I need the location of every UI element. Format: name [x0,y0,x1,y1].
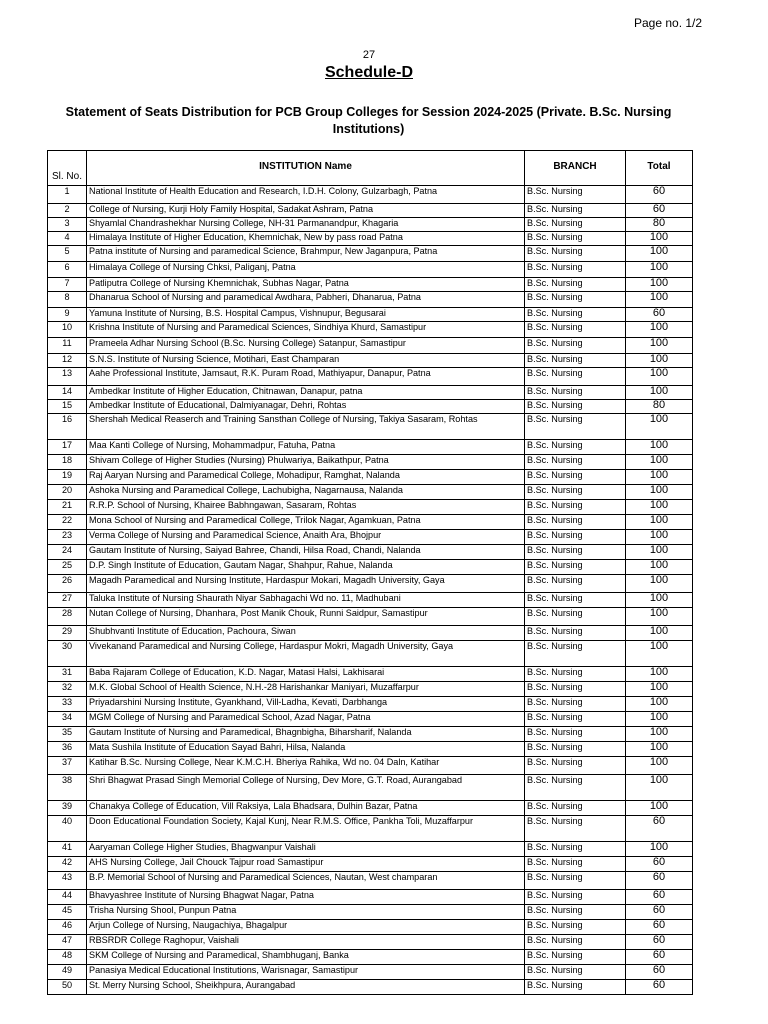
institution-header: INSTITUTION Name [87,151,525,186]
branch-cell: B.Sc. Nursing [525,593,626,608]
branch-cell: B.Sc. Nursing [525,386,626,400]
institution-cell: Nutan College of Nursing, Dhanhara, Post Manik Chouk, Runni Saidpur, Samastipur [87,608,525,626]
total-cell: 100 [626,354,693,368]
table-row [48,338,693,354]
branch-cell: B.Sc. Nursing [525,667,626,682]
branch-cell: B.Sc. Nursing [525,470,626,485]
institution-cell: Krishna Institute of Nursing and Paramedical Sciences, Sindhiya Khurd, Samastipur [87,322,525,338]
institution-cell: Doon Educational Foundation Society, Kajal Kunj, Near R.M.S. Office, Pankha Toli, Muzaffarpur [87,816,525,842]
table-row [48,905,693,920]
table-row [48,485,693,500]
table-row [48,515,693,530]
branch-cell: B.Sc. Nursing [525,641,626,667]
total-cell: 60 [626,872,693,890]
sl-no-cell: 48 [48,950,87,965]
total-cell: 100 [626,626,693,641]
sl-no-cell: 49 [48,965,87,980]
table-row [48,322,693,338]
institution-cell: Katihar B.Sc. Nursing College, Near K.M.C.H. Bheriya Rahika, Wd no. 04 Daln, Katihar [87,757,525,775]
total-cell: 100 [626,515,693,530]
institution-cell: Gautam Institute of Nursing and Paramedical, Bhagnbigha, Biharsharif, Nalanda [87,727,525,742]
institution-cell: Aahe Professional Institute, Jamsaut, R.K. Puram Road, Mathiyapur, Danapur, Patna [87,368,525,386]
institution-cell: Chanakya College of Education, Vill Raksiya, Lala Bhadsara, Dulhin Bazar, Patna [87,801,525,816]
sl-no-cell: 28 [48,608,87,626]
total-cell: 100 [626,560,693,575]
total-cell: 100 [626,727,693,742]
institution-cell: Dhanarua School of Nursing and paramedical Awdhara, Pabheri, Dhanarua, Patna [87,292,525,308]
sl-no-cell: 10 [48,322,87,338]
table-row [48,608,693,626]
institution-cell: SKM College of Nursing and Paramedical, Shambhuganj, Banka [87,950,525,965]
institution-cell: M.K. Global School of Health Science, N.H.-28 Harishankar Maniyari, Muzaffarpur [87,682,525,697]
sl-no-cell: 41 [48,842,87,857]
institution-cell: Raj Aaryan Nursing and Paramedical College, Mohadipur, Ramghat, Nalanda [87,470,525,485]
table-row [48,626,693,641]
branch-cell: B.Sc. Nursing [525,775,626,801]
total-cell: 60 [626,950,693,965]
table-row [48,455,693,470]
table-row [48,950,693,965]
table-row [48,667,693,682]
sl-no-cell: 44 [48,890,87,905]
institution-cell: AHS Nursing College, Jail Chouck Tajpur road Samastipur [87,857,525,872]
institution-cell: Yamuna Institute of Nursing, B.S. Hospital Campus, Vishnupur, Begusarai [87,308,525,322]
table-row [48,727,693,742]
sl-no-cell: 1 [48,186,87,204]
institution-cell: Trisha Nursing Shool, Punpun Patna [87,905,525,920]
statement-heading: Statement of Seats Distribution for PCB Group Colleges for Session 2024-2025 (Private. B.Sc. Nursing Institutions) [65,105,672,136]
total-cell: 100 [626,842,693,857]
institution-cell: Priyadarshini Nursing Institute, Gyankhand, Vill-Ladha, Kevati, Darbhanga [87,697,525,712]
sl-no-cell: 30 [48,641,87,667]
branch-cell: B.Sc. Nursing [525,727,626,742]
sl-no-cell: 11 [48,338,87,354]
table-row [48,682,693,697]
branch-cell: B.Sc. Nursing [525,232,626,246]
table-row [48,775,693,801]
total-cell: 100 [626,667,693,682]
table-row [48,890,693,905]
total-cell: 100 [626,775,693,801]
sl-no-cell: 33 [48,697,87,712]
table-row [48,872,693,890]
total-cell: 100 [626,641,693,667]
sl-no-cell: 23 [48,530,87,545]
institution-cell: Ashoka Nursing and Paramedical College, Lachubigha, Nagarnausa, Nalanda [87,485,525,500]
total-cell: 100 [626,338,693,354]
sl-no-cell: 29 [48,626,87,641]
table-row [48,278,693,292]
table-row [48,232,693,246]
branch-cell: B.Sc. Nursing [525,890,626,905]
institution-cell: Shubhvanti Institute of Education, Pachoura, Siwan [87,626,525,641]
branch-cell: B.Sc. Nursing [525,515,626,530]
sl-no-cell: 27 [48,593,87,608]
total-cell: 100 [626,246,693,262]
sl-no-cell: 4 [48,232,87,246]
sl-no-cell: 46 [48,920,87,935]
table-row [48,354,693,368]
sl-no-cell: 6 [48,262,87,278]
document-page-number: 27 [362,49,376,61]
page-number-label: Page no. 1/2 [634,16,703,30]
branch-cell: B.Sc. Nursing [525,905,626,920]
sl-no-cell: 25 [48,560,87,575]
sl-no-cell: 39 [48,801,87,816]
table-row [48,530,693,545]
branch-cell: B.Sc. Nursing [525,322,626,338]
institution-cell: Patliputra College of Nursing Khemnichak, Subhas Nagar, Patna [87,278,525,292]
institution-cell: Magadh Paramedical and Nursing Institute, Hardaspur Mokari, Magadh University, Gaya [87,575,525,593]
sl-no-cell: 38 [48,775,87,801]
table-row [48,816,693,842]
total-cell: 60 [626,980,693,995]
total-cell: 60 [626,816,693,842]
total-cell: 60 [626,186,693,204]
total-cell: 100 [626,368,693,386]
institution-cell: Taluka Institute of Nursing Shaurath Niyar Sabhagachi Wd no. 11, Madhubani [87,593,525,608]
total-cell: 100 [626,455,693,470]
sl-no-cell: 50 [48,980,87,995]
branch-cell: B.Sc. Nursing [525,500,626,515]
table-row [48,440,693,455]
branch-cell: B.Sc. Nursing [525,246,626,262]
table-row [48,545,693,560]
institution-cell: Shivam College of Higher Studies (Nursing) Phulwariya, Baikathpur, Patna [87,455,525,470]
institution-cell: Vivekanand Paramedical and Nursing College, Hardaspur Mokri, Magadh University, Gaya [87,641,525,667]
table-row [48,470,693,485]
sl-no-cell: 8 [48,292,87,308]
branch-cell: B.Sc. Nursing [525,530,626,545]
branch-cell: B.Sc. Nursing [525,455,626,470]
institution-cell: Shershah Medical Reaserch and Training Sansthan College of Nursing, Takiya Sasaram, Rohtas [87,414,525,440]
table-row [48,920,693,935]
branch-cell: B.Sc. Nursing [525,545,626,560]
total-cell: 60 [626,204,693,218]
total-cell: 100 [626,414,693,440]
total-cell: 80 [626,400,693,414]
table-row [48,368,693,386]
branch-cell: B.Sc. Nursing [525,626,626,641]
institution-cell: Arjun College of Nursing, Naugachiya, Bhagalpur [87,920,525,935]
institution-cell: Bhavyashree Institute of Nursing Bhagwat Nagar, Patna [87,890,525,905]
total-cell: 60 [626,857,693,872]
sl-no-cell: 20 [48,485,87,500]
branch-cell: B.Sc. Nursing [525,965,626,980]
table-row [48,697,693,712]
institution-cell: RBSRDR College Raghopur, Vaishali [87,935,525,950]
total-cell: 60 [626,905,693,920]
table-row [48,757,693,775]
total-cell: 100 [626,593,693,608]
institution-cell: Ambedkar Institute of Educational, Dalmiyanagar, Dehri, Rohtas [87,400,525,414]
branch-cell: B.Sc. Nursing [525,560,626,575]
institution-cell: Baba Rajaram College of Education, K.D. Nagar, Matasi Halsi, Lakhisarai [87,667,525,682]
table-row [48,641,693,667]
branch-cell: B.Sc. Nursing [525,292,626,308]
table-row [48,742,693,757]
branch-header: BRANCH [525,151,626,186]
total-cell: 60 [626,965,693,980]
institution-cell: Patna institute of Nursing and paramedical Science, Brahmpur, New Jaganpura, Patna [87,246,525,262]
total-cell: 100 [626,386,693,400]
sl-no-cell: 14 [48,386,87,400]
branch-cell: B.Sc. Nursing [525,575,626,593]
total-cell: 100 [626,278,693,292]
institution-cell: Himalaya College of Nursing Chksi, Paliganj, Patna [87,262,525,278]
total-cell: 80 [626,218,693,232]
branch-cell: B.Sc. Nursing [525,920,626,935]
branch-cell: B.Sc. Nursing [525,262,626,278]
branch-cell: B.Sc. Nursing [525,935,626,950]
institution-cell: S.N.S. Institute of Nursing Science, Motihari, East Champaran [87,354,525,368]
total-header: Total [626,151,693,186]
branch-cell: B.Sc. Nursing [525,980,626,995]
sl-no-cell: 47 [48,935,87,950]
sl-no-cell: 7 [48,278,87,292]
branch-cell: B.Sc. Nursing [525,278,626,292]
table-row [48,935,693,950]
institution-cell: Gautam Institute of Nursing, Saiyad Bahree, Chandi, Hilsa Road, Chandi, Nalanda [87,545,525,560]
sl-no-cell: 18 [48,455,87,470]
institution-cell: D.P. Singh Institute of Education, Gautam Nagar, Shahpur, Rahue, Nalanda [87,560,525,575]
total-cell: 60 [626,935,693,950]
table-row [48,857,693,872]
total-cell: 100 [626,440,693,455]
branch-cell: B.Sc. Nursing [525,857,626,872]
sl-no-cell: 2 [48,204,87,218]
sl-no-cell: 35 [48,727,87,742]
total-cell: 100 [626,682,693,697]
institution-cell: MGM College of Nursing and Paramedical School, Azad Nagar, Patna [87,712,525,727]
sl-no-cell: 21 [48,500,87,515]
sl-no-cell: 43 [48,872,87,890]
sl-no-cell: 36 [48,742,87,757]
table-row [48,593,693,608]
table-row [48,414,693,440]
total-cell: 60 [626,920,693,935]
branch-cell: B.Sc. Nursing [525,186,626,204]
institution-cell: Mona School of Nursing and Paramedical College, Trilok Nagar, Agamkuan, Patna [87,515,525,530]
institution-cell: Verma College of Nursing and Paramedical Science, Anaith Ara, Bhojpur [87,530,525,545]
total-cell: 100 [626,485,693,500]
sl-no-cell: 15 [48,400,87,414]
sl-no-cell: 45 [48,905,87,920]
total-cell: 100 [626,262,693,278]
total-cell: 100 [626,712,693,727]
branch-cell: B.Sc. Nursing [525,801,626,816]
institution-cell: Panasiya Medical Educational Institutions, Warisnagar, Samastipur [87,965,525,980]
branch-cell: B.Sc. Nursing [525,368,626,386]
total-cell: 100 [626,292,693,308]
table-row [48,560,693,575]
institution-cell: Ambedkar Institute of Higher Education, Chitnawan, Danapur, patna [87,386,525,400]
total-cell: 60 [626,890,693,905]
institution-cell: Shri Bhagwat Prasad Singh Memorial College of Nursing, Dev More, G.T. Road, Aurangabad [87,775,525,801]
branch-cell: B.Sc. Nursing [525,872,626,890]
branch-cell: B.Sc. Nursing [525,682,626,697]
institution-cell: Mata Sushila Institute of Education Sayad Bahri, Hilsa, Nalanda [87,742,525,757]
total-cell: 100 [626,742,693,757]
branch-cell: B.Sc. Nursing [525,204,626,218]
branch-cell: B.Sc. Nursing [525,354,626,368]
branch-cell: B.Sc. Nursing [525,218,626,232]
total-cell: 100 [626,545,693,560]
table-row [48,204,693,218]
branch-cell: B.Sc. Nursing [525,608,626,626]
sl-no-cell: 37 [48,757,87,775]
branch-cell: B.Sc. Nursing [525,308,626,322]
institution-cell: B.P. Memorial School of Nursing and Paramedical Sciences, Nautan, West champaran [87,872,525,890]
sl-no-cell: 24 [48,545,87,560]
branch-cell: B.Sc. Nursing [525,400,626,414]
institution-cell: R.R.P. School of Nursing, Khairee Babhngawan, Sasaram, Rohtas [87,500,525,515]
sl-no-cell: 31 [48,667,87,682]
branch-cell: B.Sc. Nursing [525,440,626,455]
institution-cell: St. Merry Nursing School, Sheikhpura, Aurangabad [87,980,525,995]
total-cell: 100 [626,500,693,515]
branch-cell: B.Sc. Nursing [525,816,626,842]
total-cell: 100 [626,608,693,626]
table-row [48,292,693,308]
schedule-title: Schedule-D [324,64,413,81]
total-cell: 100 [626,322,693,338]
table-row [48,842,693,857]
total-cell: 100 [626,470,693,485]
total-cell: 100 [626,801,693,816]
sl-no-cell: 26 [48,575,87,593]
table-row [48,500,693,515]
branch-cell: B.Sc. Nursing [525,742,626,757]
table-row [48,801,693,816]
branch-cell: B.Sc. Nursing [525,485,626,500]
table-body [48,186,693,995]
institution-cell: Aaryaman College Higher Studies, Bhagwanpur Vaishali [87,842,525,857]
table-row [48,980,693,995]
table-row [48,386,693,400]
table-row [48,246,693,262]
table-row [48,218,693,232]
table-row [48,186,693,204]
total-cell: 60 [626,308,693,322]
table-row [48,965,693,980]
table-header-row [48,151,693,186]
institution-cell: College of Nursing, Kurji Holy Family Hospital, Sadakat Ashram, Patna [87,204,525,218]
sl-no-cell: 9 [48,308,87,322]
institution-cell: Shyamlal Chandrashekhar Nursing College, NH-31 Parmanandpur, Khagaria [87,218,525,232]
branch-cell: B.Sc. Nursing [525,842,626,857]
branch-cell: B.Sc. Nursing [525,950,626,965]
table-row [48,262,693,278]
seats-table [47,150,693,995]
total-cell: 100 [626,757,693,775]
sl-no-cell: 5 [48,246,87,262]
sl-no-cell: 40 [48,816,87,842]
branch-cell: B.Sc. Nursing [525,338,626,354]
table-row [48,400,693,414]
sl-no-cell: 12 [48,354,87,368]
institution-cell: Himalaya Institute of Higher Education, Khemnichak, New by pass road Patna [87,232,525,246]
sl-no-cell: 42 [48,857,87,872]
sl-no-cell: 3 [48,218,87,232]
table-row [48,712,693,727]
table-row [48,308,693,322]
total-cell: 100 [626,697,693,712]
institution-cell: Maa Kanti College of Nursing, Mohammadpur, Fatuha, Patna [87,440,525,455]
institution-cell: National Institute of Health Education and Research, I.D.H. Colony, Gulzarbagh, Patna [87,186,525,204]
institution-cell: Prameela Adhar Nursing School (B.Sc. Nursing College) Satanpur, Samastipur [87,338,525,354]
sl-no-cell: 32 [48,682,87,697]
sl-no-cell: 17 [48,440,87,455]
sl-no-cell: 19 [48,470,87,485]
sl-no-header: Sl. No. [48,151,87,186]
branch-cell: B.Sc. Nursing [525,697,626,712]
branch-cell: B.Sc. Nursing [525,712,626,727]
sl-no-cell: 16 [48,414,87,440]
total-cell: 100 [626,575,693,593]
total-cell: 100 [626,530,693,545]
sl-no-cell: 13 [48,368,87,386]
total-cell: 100 [626,232,693,246]
sl-no-cell: 22 [48,515,87,530]
branch-cell: B.Sc. Nursing [525,757,626,775]
sl-no-cell: 34 [48,712,87,727]
table-row [48,575,693,593]
branch-cell: B.Sc. Nursing [525,414,626,440]
